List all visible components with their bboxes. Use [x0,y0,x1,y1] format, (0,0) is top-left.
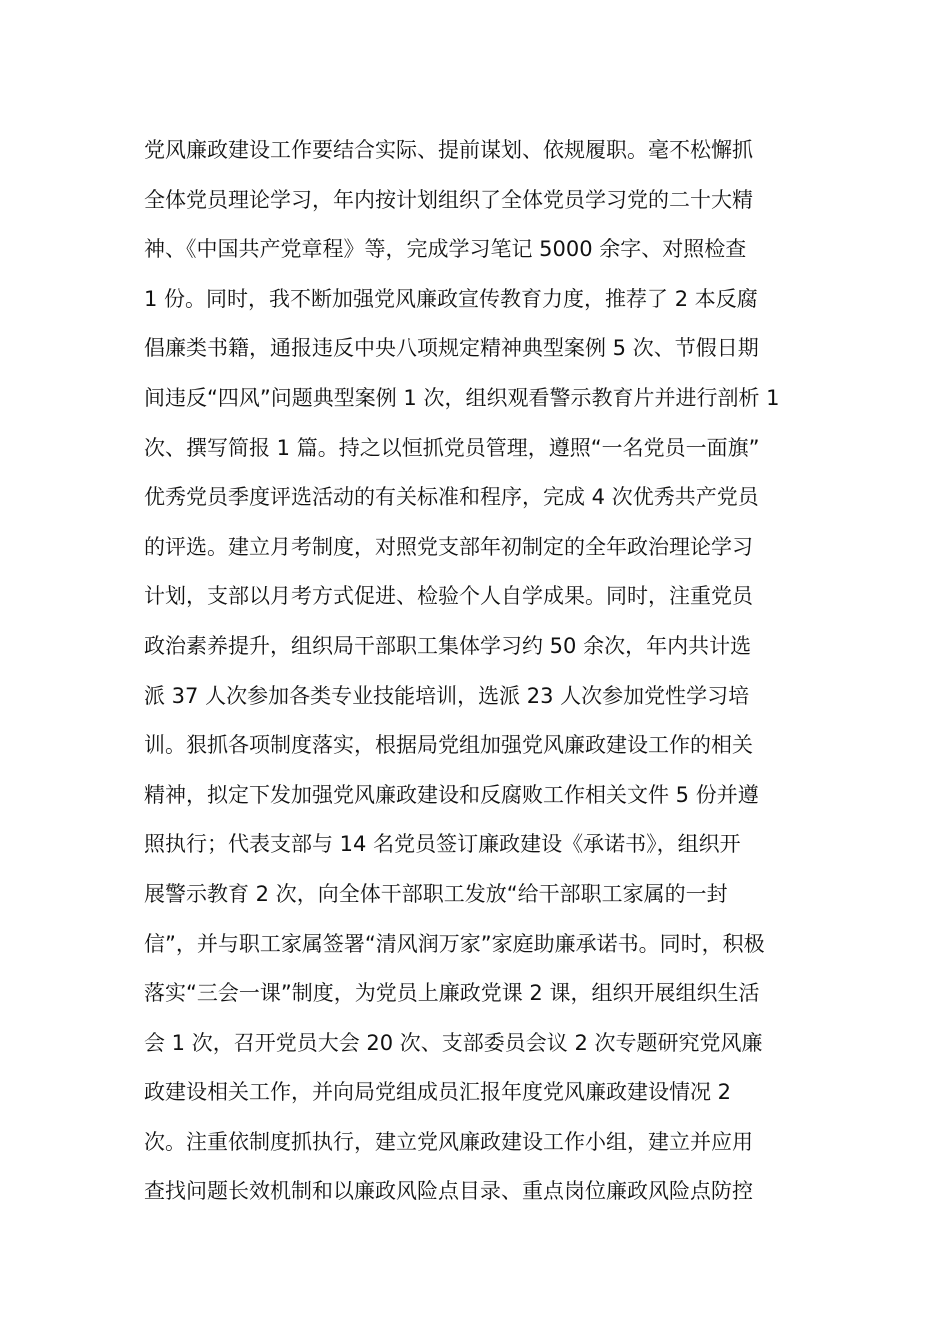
text-line: 派 37 人次参加各类专业技能培训，选派 23 人次参加党性学习培 [144,683,750,708]
text-line: 次、撰写简报 1 篇。持之以恒抓党员管理，遵照“一名党员一面旗” [144,435,760,460]
text-line: 全体党员理论学习，年内按计划组织了全体党员学习党的二十大精 [144,187,753,212]
text-line: 间违反“四风”问题典型案例 1 次，组织观看警示教育片并进行剖析 1 [144,385,780,410]
text-line: 计划，支部以月考方式促进、检验个人自学成果。同时，注重党员 [144,584,753,609]
text-line: 的评选。建立月考制度，对照党支部年初制定的全年政治理论学习 [144,534,753,559]
text-line: 1 份。同时，我不断加强党风廉政宣传教育力度，推荐了 2 本反腐 [144,286,758,311]
text-line: 神、《中国共产党章程》等，完成学习笔记 5000 余字、对照检查 [144,237,747,262]
text-line: 查找问题长效机制和以廉政风险点目录、重点岗位廉政风险点防控 [144,1179,753,1204]
text-line: 次。注重依制度抓执行，建立党风廉政建设工作小组，建立并应用 [144,1129,753,1154]
text-line: 政治素养提升，组织局干部职工集体学习约 50 余次，年内共计选 [144,633,752,658]
text-line: 优秀党员季度评选活动的有关标准和程序，完成 4 次优秀共产党员 [144,485,759,510]
text-line: 倡廉类书籍，通报违反中央八项规定精神典型案例 5 次、节假日期 [144,336,759,361]
body-paragraph [144,126,824,1217]
text-line: 精神，拟定下发加强党风廉政建设和反腐败工作相关文件 5 份并遵 [144,782,759,807]
text-line: 展警示教育 2 次，向全体干部职工发放“给干部职工家属的一封 [144,881,728,906]
text-line: 训。狠抓各项制度落实，根据局党组加强党风廉政建设工作的相关 [144,733,753,758]
text-line: 照执行；代表支部与 14 名党员签订廉政建设《承诺书》，组织开 [144,832,741,857]
text-line: 政建设相关工作，并向局党组成员汇报年度党风廉政建设情况 2 [144,1080,732,1105]
text-line: 落实“三会一课”制度，为党员上廉政党课 2 课，组织开展组织生活 [144,981,760,1006]
text-line: 党风廉政建设工作要结合实际、提前谋划、依规履职。毫不松懈抓 [144,138,753,162]
text-line: 信”，并与职工家属签署“清风润万家”家庭助廉承诺书。同时，积极 [144,931,765,956]
text-line: 会 1 次，召开党员大会 20 次、支部委员会议 2 次专题研究党风廉 [144,1030,763,1055]
